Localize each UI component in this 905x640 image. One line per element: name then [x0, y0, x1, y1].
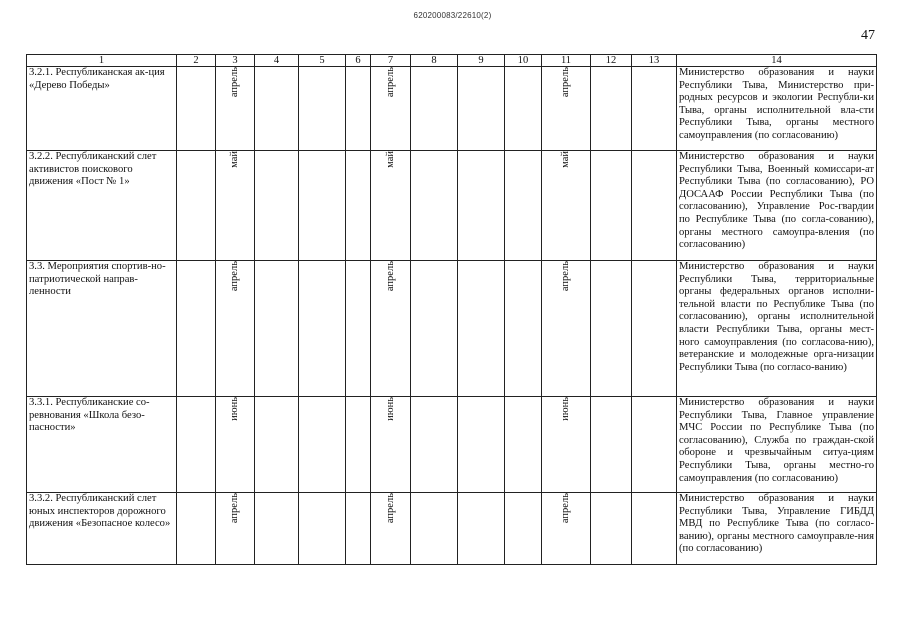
- empty-cell: [411, 397, 458, 493]
- column-header: 12: [591, 55, 632, 67]
- empty-cell: [346, 397, 371, 493]
- column-header: 9: [458, 55, 505, 67]
- responsible-cell: Министерство образования и науки Республики Тыва, Управление ГИБДД МВД по Республике Тыва (по согласо-ванию), органы местного самоуправле-ния (по согласованию): [677, 493, 877, 565]
- empty-cell: [346, 151, 371, 261]
- month-label: апрель: [384, 67, 396, 98]
- column-header: 3: [216, 55, 255, 67]
- column-header: 10: [505, 55, 542, 67]
- empty-cell: [177, 261, 216, 397]
- empty-cell: [458, 397, 505, 493]
- empty-cell: [632, 67, 677, 151]
- month-label: апрель: [384, 493, 396, 524]
- empty-cell: [177, 67, 216, 151]
- column-header: 13: [632, 55, 677, 67]
- document-code: 620200083/22610(2): [413, 11, 492, 20]
- empty-cell: [591, 397, 632, 493]
- table-row: [27, 493, 877, 565]
- empty-cell: [458, 261, 505, 397]
- empty-cell: [632, 261, 677, 397]
- table-row: [27, 67, 877, 151]
- empty-cell: [299, 261, 346, 397]
- month-label: апрель: [560, 261, 571, 292]
- empty-cell: [299, 493, 346, 565]
- month-cell: [216, 67, 255, 151]
- month-cell: [216, 493, 255, 565]
- month-cell: [216, 397, 255, 493]
- month-cell: [371, 67, 411, 151]
- column-header: 4: [255, 55, 299, 67]
- empty-cell: [411, 261, 458, 397]
- column-header: 8: [411, 55, 458, 67]
- month-cell: [371, 151, 411, 261]
- empty-cell: [632, 493, 677, 565]
- month-cell: [542, 151, 591, 261]
- month-label: апрель: [229, 493, 240, 524]
- month-label: июнь: [560, 397, 571, 421]
- month-cell: [216, 151, 255, 261]
- month-label: май: [229, 151, 240, 168]
- empty-cell: [346, 493, 371, 565]
- empty-cell: [411, 151, 458, 261]
- month-label: май: [384, 151, 396, 168]
- month-label: апрель: [384, 261, 396, 292]
- empty-cell: [591, 493, 632, 565]
- empty-cell: [299, 151, 346, 261]
- empty-cell: [505, 397, 542, 493]
- month-cell: [371, 261, 411, 397]
- month-cell: [542, 67, 591, 151]
- responsible-cell: Министерство образования и науки Республики Тыва, Военный комиссари-ат Республики Тыва (по согласованию), РО ДОСААФ России Республики Тыва (по согласованию), Управление Рос-гвардии по Республике Тыва (по согла-сованию), органы местного самоупра-вления (по согласованию): [677, 151, 877, 261]
- empty-cell: [505, 67, 542, 151]
- empty-cell: [458, 67, 505, 151]
- column-header: 5: [299, 55, 346, 67]
- page-number: 47: [861, 28, 875, 43]
- month-label: апрель: [560, 493, 571, 524]
- empty-cell: [505, 151, 542, 261]
- column-header: 6: [346, 55, 371, 67]
- event-cell: 3.3.1. Республиканские со-ревнования «Школа безо-пасности»: [27, 397, 177, 493]
- column-header: 11: [542, 55, 591, 67]
- empty-cell: [299, 67, 346, 151]
- empty-cell: [632, 397, 677, 493]
- empty-cell: [632, 151, 677, 261]
- month-cell: [371, 397, 411, 493]
- empty-cell: [255, 397, 299, 493]
- table-row: [27, 261, 877, 397]
- month-label: апрель: [560, 67, 571, 98]
- empty-cell: [299, 397, 346, 493]
- empty-cell: [255, 151, 299, 261]
- column-header: 7: [371, 55, 411, 67]
- month-cell: [216, 261, 255, 397]
- table-row: [27, 397, 877, 493]
- empty-cell: [411, 67, 458, 151]
- empty-cell: [177, 397, 216, 493]
- month-label: апрель: [229, 261, 240, 292]
- empty-cell: [346, 261, 371, 397]
- event-cell: 3.2.1. Республиканская ак-ция «Дерево Победы»: [27, 67, 177, 151]
- empty-cell: [177, 493, 216, 565]
- empty-cell: [458, 493, 505, 565]
- responsible-cell: Министерство образования и науки Республики Тыва, Главное управление МЧС России по Республике Тыва (по согласованию), Служба по граждан-ской обороне и чрезвычайным ситуа-циям Республики Тыва, органы местно-го самоуправления (по согласованию): [677, 397, 877, 493]
- month-cell: [542, 493, 591, 565]
- empty-cell: [177, 151, 216, 261]
- responsible-cell: Министерство образования и науки Республики Тыва, Министерство при-родных ресурсов и экологии Республи-ки Тыва, органы исполнительной вла-сти Республики Тыва, органы местного самоуправления (по согласованию): [677, 67, 877, 151]
- table-row: [27, 151, 877, 261]
- empty-cell: [505, 493, 542, 565]
- empty-cell: [505, 261, 542, 397]
- empty-cell: [591, 261, 632, 397]
- empty-cell: [591, 67, 632, 151]
- empty-cell: [255, 493, 299, 565]
- column-header: 14: [677, 55, 877, 67]
- event-cell: 3.2.2. Республиканский слет активистов поискового движения «Пост № 1»: [27, 151, 177, 261]
- empty-cell: [255, 67, 299, 151]
- month-cell: [371, 493, 411, 565]
- column-header: 2: [177, 55, 216, 67]
- month-label: июнь: [384, 397, 396, 421]
- plan-table: [26, 54, 877, 565]
- event-cell: 3.3.2. Республиканский слет юных инспекторов дорожного движения «Безопасное колесо»: [27, 493, 177, 565]
- empty-cell: [458, 151, 505, 261]
- month-label: апрель: [229, 67, 240, 98]
- empty-cell: [591, 151, 632, 261]
- column-number-row: [27, 55, 877, 67]
- month-cell: [542, 397, 591, 493]
- event-cell: 3.3. Мероприятия спортив-но-патриотической направ-ленности: [27, 261, 177, 397]
- empty-cell: [411, 493, 458, 565]
- month-label: май: [560, 151, 571, 168]
- column-header: 1: [27, 55, 177, 67]
- month-label: июнь: [229, 397, 240, 421]
- empty-cell: [255, 261, 299, 397]
- month-cell: [542, 261, 591, 397]
- responsible-cell: Министерство образования и науки Республики Тыва, территориальные органы федеральных органов исполни-тельной власти по Республике Тыва (по согласованию), органы исполнительной власти Республики Тыва, органы мест-ного самоуправления (по согласова-нию), ветеранские и молодежные орга-низации Республики Тыва (по согласо-ванию): [677, 261, 877, 397]
- empty-cell: [346, 67, 371, 151]
